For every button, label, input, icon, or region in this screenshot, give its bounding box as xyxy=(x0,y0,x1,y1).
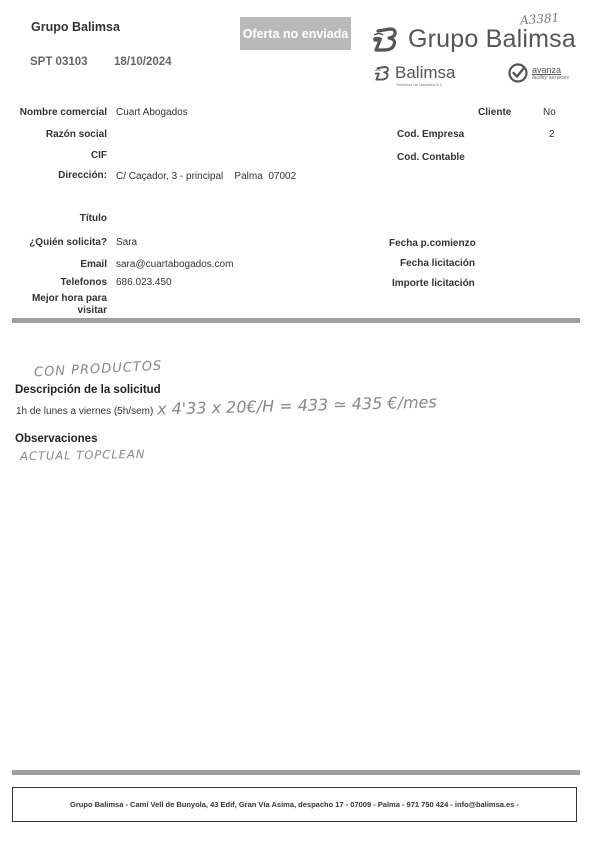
direccion-street: C/ Caçador, 3 - principal xyxy=(116,171,224,182)
balimsa-small-logo-icon xyxy=(374,65,392,81)
label-mejor-hora-line2: visitar xyxy=(77,305,107,316)
label-mejor-hora-line1: Mejor hora para xyxy=(31,293,107,304)
label-importe-licitacion: Importe licitación xyxy=(392,278,475,289)
balimsa-sub-logo xyxy=(374,64,455,87)
avanza-logo xyxy=(508,63,569,83)
handwritten-con-productos: CON PRODUCTOS xyxy=(33,358,163,381)
divider-top xyxy=(12,318,580,323)
label-telefonos: Telefonos xyxy=(60,277,107,288)
label-cif: CIF xyxy=(90,150,107,161)
label-email: Email xyxy=(80,259,107,270)
grupo-balimsa-logo xyxy=(372,26,576,52)
label-cliente: Cliente xyxy=(478,107,512,118)
label-quien-solicita: ¿Quién solicita? xyxy=(29,237,107,248)
label-mejor-hora xyxy=(32,293,107,317)
direccion-postal: 07002 xyxy=(268,171,297,182)
balimsa-logo-icon xyxy=(372,26,402,52)
label-fecha-licitacion: Fecha licitación xyxy=(400,258,476,269)
label-fecha-comienzo: Fecha p.comienzo xyxy=(389,238,476,249)
label-direccion: Dirección: xyxy=(58,170,107,181)
avanza-check-icon xyxy=(508,63,528,83)
label-titulo: Título xyxy=(79,213,107,224)
label-razon-social: Razón social xyxy=(45,129,107,140)
divider-bottom xyxy=(12,770,580,775)
value-quien-solicita: Sara xyxy=(116,237,138,248)
label-nombre-comercial: Nombre comercial xyxy=(19,107,107,118)
label-cod-contable: Cod. Contable xyxy=(397,152,465,163)
value-direccion xyxy=(116,171,296,182)
handwritten-calculation: x 4'33 x 20€/H = 433 ≃ 435 €/mes xyxy=(156,392,437,419)
descripcion-title: Descripción de la solicitud xyxy=(15,384,161,396)
observaciones-title: Observaciones xyxy=(15,433,98,445)
logo-sub-text: Balimsa xyxy=(395,63,456,82)
company-name: Grupo Balimsa xyxy=(31,20,120,34)
avanza-subtitle: facility services xyxy=(532,74,569,81)
value-email: sara@cuartabogados.com xyxy=(116,259,234,270)
footer-text: Grupo Balimsa - Camí Vell de Bunyola, 43 Edif, Gran Vía Asima, despacho 17 - 07009 - Palma - 971 750 424 - info@balimsa.es - xyxy=(70,800,519,809)
document-date: 18/10/2024 xyxy=(114,56,172,68)
status-badge: Oferta no enviada xyxy=(240,17,351,50)
logo-sub-tagline: Servicios de Limpieza S.L. xyxy=(396,82,444,87)
label-cod-empresa: Cod. Empresa xyxy=(397,129,465,140)
footer-box xyxy=(12,787,577,822)
value-nombre-comercial: Cuart Abogados xyxy=(116,107,188,118)
document-id: SPT 03103 xyxy=(30,56,88,68)
descripcion-text: 1h de lunes a viernes (5h/sem) xyxy=(16,406,154,417)
avanza-name: avanza xyxy=(532,64,562,75)
handwritten-reference: A3381 xyxy=(519,10,560,28)
handwritten-observaciones: ACTUAL TOPCLEAN xyxy=(19,446,146,464)
logo-main-text: Grupo Balimsa xyxy=(408,24,576,53)
value-telefonos: 686.023.450 xyxy=(116,277,172,288)
value-cliente: No xyxy=(543,107,556,118)
value-cod-empresa: 2 xyxy=(549,129,555,140)
direccion-city: Palma xyxy=(234,171,263,182)
